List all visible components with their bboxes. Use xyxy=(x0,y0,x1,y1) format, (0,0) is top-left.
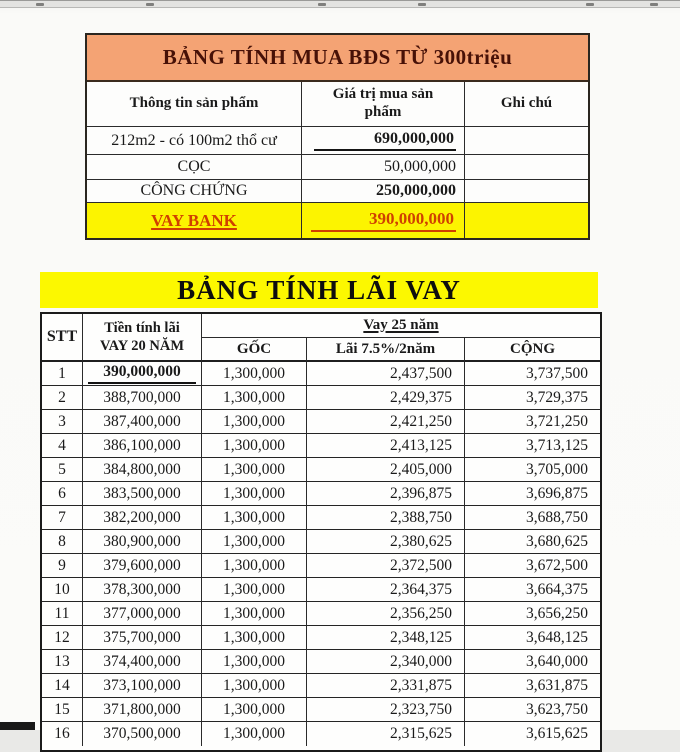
row-value xyxy=(302,127,465,155)
cell-goc: 1,300,000 xyxy=(202,458,307,482)
loan-row xyxy=(42,698,600,722)
row-label: CỌC xyxy=(87,155,302,180)
cell-lai: 2,405,000 xyxy=(307,458,465,482)
loan-row xyxy=(42,506,600,530)
cell-goc: 1,300,000 xyxy=(202,722,307,746)
cell-lai: 2,364,375 xyxy=(307,578,465,602)
cell-lai: 2,331,875 xyxy=(307,674,465,698)
cell-principal xyxy=(83,362,202,386)
cell-lai: 2,348,125 xyxy=(307,626,465,650)
row-note xyxy=(465,155,588,180)
cell-principal: 387,400,000 xyxy=(83,410,202,434)
row-label: CÔNG CHỨNG xyxy=(87,180,302,203)
row-label: VAY BANK xyxy=(87,203,302,238)
loan-row xyxy=(42,674,600,698)
cell-stt: 7 xyxy=(42,506,83,530)
cell-cong: 3,640,000 xyxy=(465,650,600,674)
loan-row-partial xyxy=(42,722,600,746)
column-letter-smudge xyxy=(418,3,426,6)
cell-stt: 6 xyxy=(42,482,83,506)
row-note xyxy=(465,127,588,155)
purchase-table xyxy=(85,33,590,240)
cell-principal: 383,500,000 xyxy=(83,482,202,506)
cell-principal: 384,800,000 xyxy=(83,458,202,482)
row-note xyxy=(465,203,588,238)
cell-cong: 3,623,750 xyxy=(465,698,600,722)
cell-stt: 3 xyxy=(42,410,83,434)
cell-stt: 16 xyxy=(42,722,83,746)
cell-stt: 2 xyxy=(42,386,83,410)
loan-row xyxy=(42,602,600,626)
cell-lai: 2,429,375 xyxy=(307,386,465,410)
cell-principal: 375,700,000 xyxy=(83,626,202,650)
first-principal-underlined: 390,000,000 xyxy=(88,363,197,384)
cell-goc: 1,300,000 xyxy=(202,698,307,722)
cell-goc: 1,300,000 xyxy=(202,650,307,674)
row-note xyxy=(465,180,588,203)
cell-principal: 382,200,000 xyxy=(83,506,202,530)
cell-goc: 1,300,000 xyxy=(202,578,307,602)
cell-goc: 1,300,000 xyxy=(202,386,307,410)
cell-goc: 1,300,000 xyxy=(202,674,307,698)
column-letter-smudge xyxy=(36,3,44,6)
loan-table-header xyxy=(42,314,600,362)
cell-principal: 380,900,000 xyxy=(83,530,202,554)
cell-goc: 1,300,000 xyxy=(202,362,307,386)
purchase-table-header xyxy=(87,82,588,127)
cell-principal: 379,600,000 xyxy=(83,554,202,578)
row-value-text: 50,000,000 xyxy=(384,158,456,175)
cell-cong: 3,615,625 xyxy=(526,725,588,742)
cell-lai: 2,372,500 xyxy=(307,554,465,578)
cell-lai: 2,340,000 xyxy=(307,650,465,674)
column-header-note: Ghi chú xyxy=(465,82,588,127)
purchase-row xyxy=(87,180,588,203)
cell-principal: 386,100,000 xyxy=(83,434,202,458)
column-header-cong: CỘNG xyxy=(465,338,600,362)
cell-cong: 3,672,500 xyxy=(465,554,600,578)
column-letter-smudge xyxy=(318,3,326,6)
cell-stt: 8 xyxy=(42,530,83,554)
cell-cong: 3,631,875 xyxy=(465,674,600,698)
cell-cong: 3,737,500 xyxy=(465,362,600,386)
row-value-text: 390,000,000 xyxy=(311,209,456,232)
cell-lai: 2,356,250 xyxy=(307,602,465,626)
cell-lai: 2,380,625 xyxy=(307,530,465,554)
cell-stt: 12 xyxy=(42,626,83,650)
cell-stt: 10 xyxy=(42,578,83,602)
cell-principal: 373,100,000 xyxy=(83,674,202,698)
loan-row xyxy=(42,482,600,506)
cell-principal: 371,800,000 xyxy=(83,698,202,722)
column-header-product-info: Thông tin sản phẩm xyxy=(87,82,302,127)
loan-row xyxy=(42,410,600,434)
cell-principal: 374,400,000 xyxy=(83,650,202,674)
loan-row xyxy=(42,386,600,410)
cell-principal: 378,300,000 xyxy=(83,578,202,602)
column-letter-smudge xyxy=(146,3,154,6)
cell-cong: 3,696,875 xyxy=(465,482,600,506)
purchase-row xyxy=(87,127,588,155)
column-header-principal-line1: Tiền tính lãi xyxy=(104,319,180,336)
loan-row xyxy=(42,530,600,554)
column-header-loan-25-years: Vay 25 năm xyxy=(202,314,600,338)
loan-row xyxy=(42,458,600,482)
row-value xyxy=(302,155,465,180)
photo-edge-artifact xyxy=(0,722,35,730)
cell-goc: 1,300,000 xyxy=(202,482,307,506)
cell-lai: 2,315,625 xyxy=(307,722,465,746)
cell-cong: 3,729,375 xyxy=(465,386,600,410)
row-value-text: 250,000,000 xyxy=(376,182,456,199)
cell-stt: 15 xyxy=(42,698,83,722)
column-letter-smudge xyxy=(650,3,658,6)
column-header-lai: Lãi 7.5%/2năm xyxy=(307,338,465,362)
loan-table-body xyxy=(42,362,600,746)
cell-principal: 377,000,000 xyxy=(83,602,202,626)
purchase-row xyxy=(87,155,588,180)
column-header-goc: GỐC xyxy=(202,338,307,362)
cell-goc: 1,300,000 xyxy=(202,506,307,530)
column-letter-smudge xyxy=(586,3,594,6)
loan-row xyxy=(42,650,600,674)
cell-cong: 3,664,375 xyxy=(465,578,600,602)
cell-stt: 13 xyxy=(42,650,83,674)
cell-cong: 3,705,000 xyxy=(465,458,600,482)
cell-goc: 1,300,000 xyxy=(202,554,307,578)
cell-cong: 3,721,250 xyxy=(465,410,600,434)
cell-lai: 2,421,250 xyxy=(307,410,465,434)
loan-row xyxy=(42,578,600,602)
cell-goc: 1,300,000 xyxy=(202,602,307,626)
cell-lai: 2,323,750 xyxy=(307,698,465,722)
cell-stt: 11 xyxy=(42,602,83,626)
cell-stt: 5 xyxy=(42,458,83,482)
row-label: 212m2 - có 100m2 thổ cư xyxy=(87,127,302,155)
purchase-table-body xyxy=(87,127,588,238)
cell-goc: 1,300,000 xyxy=(202,410,307,434)
cell-cong: 3,680,625 xyxy=(465,530,600,554)
cell-principal: 388,700,000 xyxy=(83,386,202,410)
cell-lai: 2,437,500 xyxy=(307,362,465,386)
spreadsheet-column-header-strip xyxy=(0,0,680,8)
cell-goc: 1,300,000 xyxy=(202,434,307,458)
cell-cong: 3,656,250 xyxy=(465,602,600,626)
loan-table-title: BẢNG TÍNH LÃI VAY xyxy=(40,272,598,308)
loan-row xyxy=(42,554,600,578)
cell-lai: 2,396,875 xyxy=(307,482,465,506)
row-value xyxy=(302,203,465,238)
loan-table xyxy=(40,312,602,752)
cell-cong: 3,688,750 xyxy=(465,506,600,530)
row-value xyxy=(302,180,465,203)
cell-stt: 9 xyxy=(42,554,83,578)
loan-row xyxy=(42,434,600,458)
column-header-principal-line2: VAY 20 NĂM xyxy=(99,338,185,354)
loan-row xyxy=(42,362,600,386)
purchase-row xyxy=(87,203,588,238)
column-header-purchase-value: Giá trị mua sản phẩm xyxy=(302,82,465,127)
cell-principal: 370,500,000 xyxy=(83,722,202,746)
cell-stt: 14 xyxy=(42,674,83,698)
loan-row xyxy=(42,626,600,650)
cell-goc: 1,300,000 xyxy=(202,626,307,650)
purchase-table-title: BẢNG TÍNH MUA BĐS TỪ 300triệu xyxy=(87,35,588,82)
cell-stt: 4 xyxy=(42,434,83,458)
cell-stt: 1 xyxy=(42,362,83,386)
cell-lai: 2,388,750 xyxy=(307,506,465,530)
cell-lai: 2,413,125 xyxy=(307,434,465,458)
cell-cong: 3,648,125 xyxy=(465,626,600,650)
row-value-text: 690,000,000 xyxy=(314,130,456,151)
cell-cong: 3,713,125 xyxy=(465,434,600,458)
column-header-stt: STT xyxy=(42,314,83,362)
column-header-principal xyxy=(83,314,202,362)
cell-goc: 1,300,000 xyxy=(202,530,307,554)
